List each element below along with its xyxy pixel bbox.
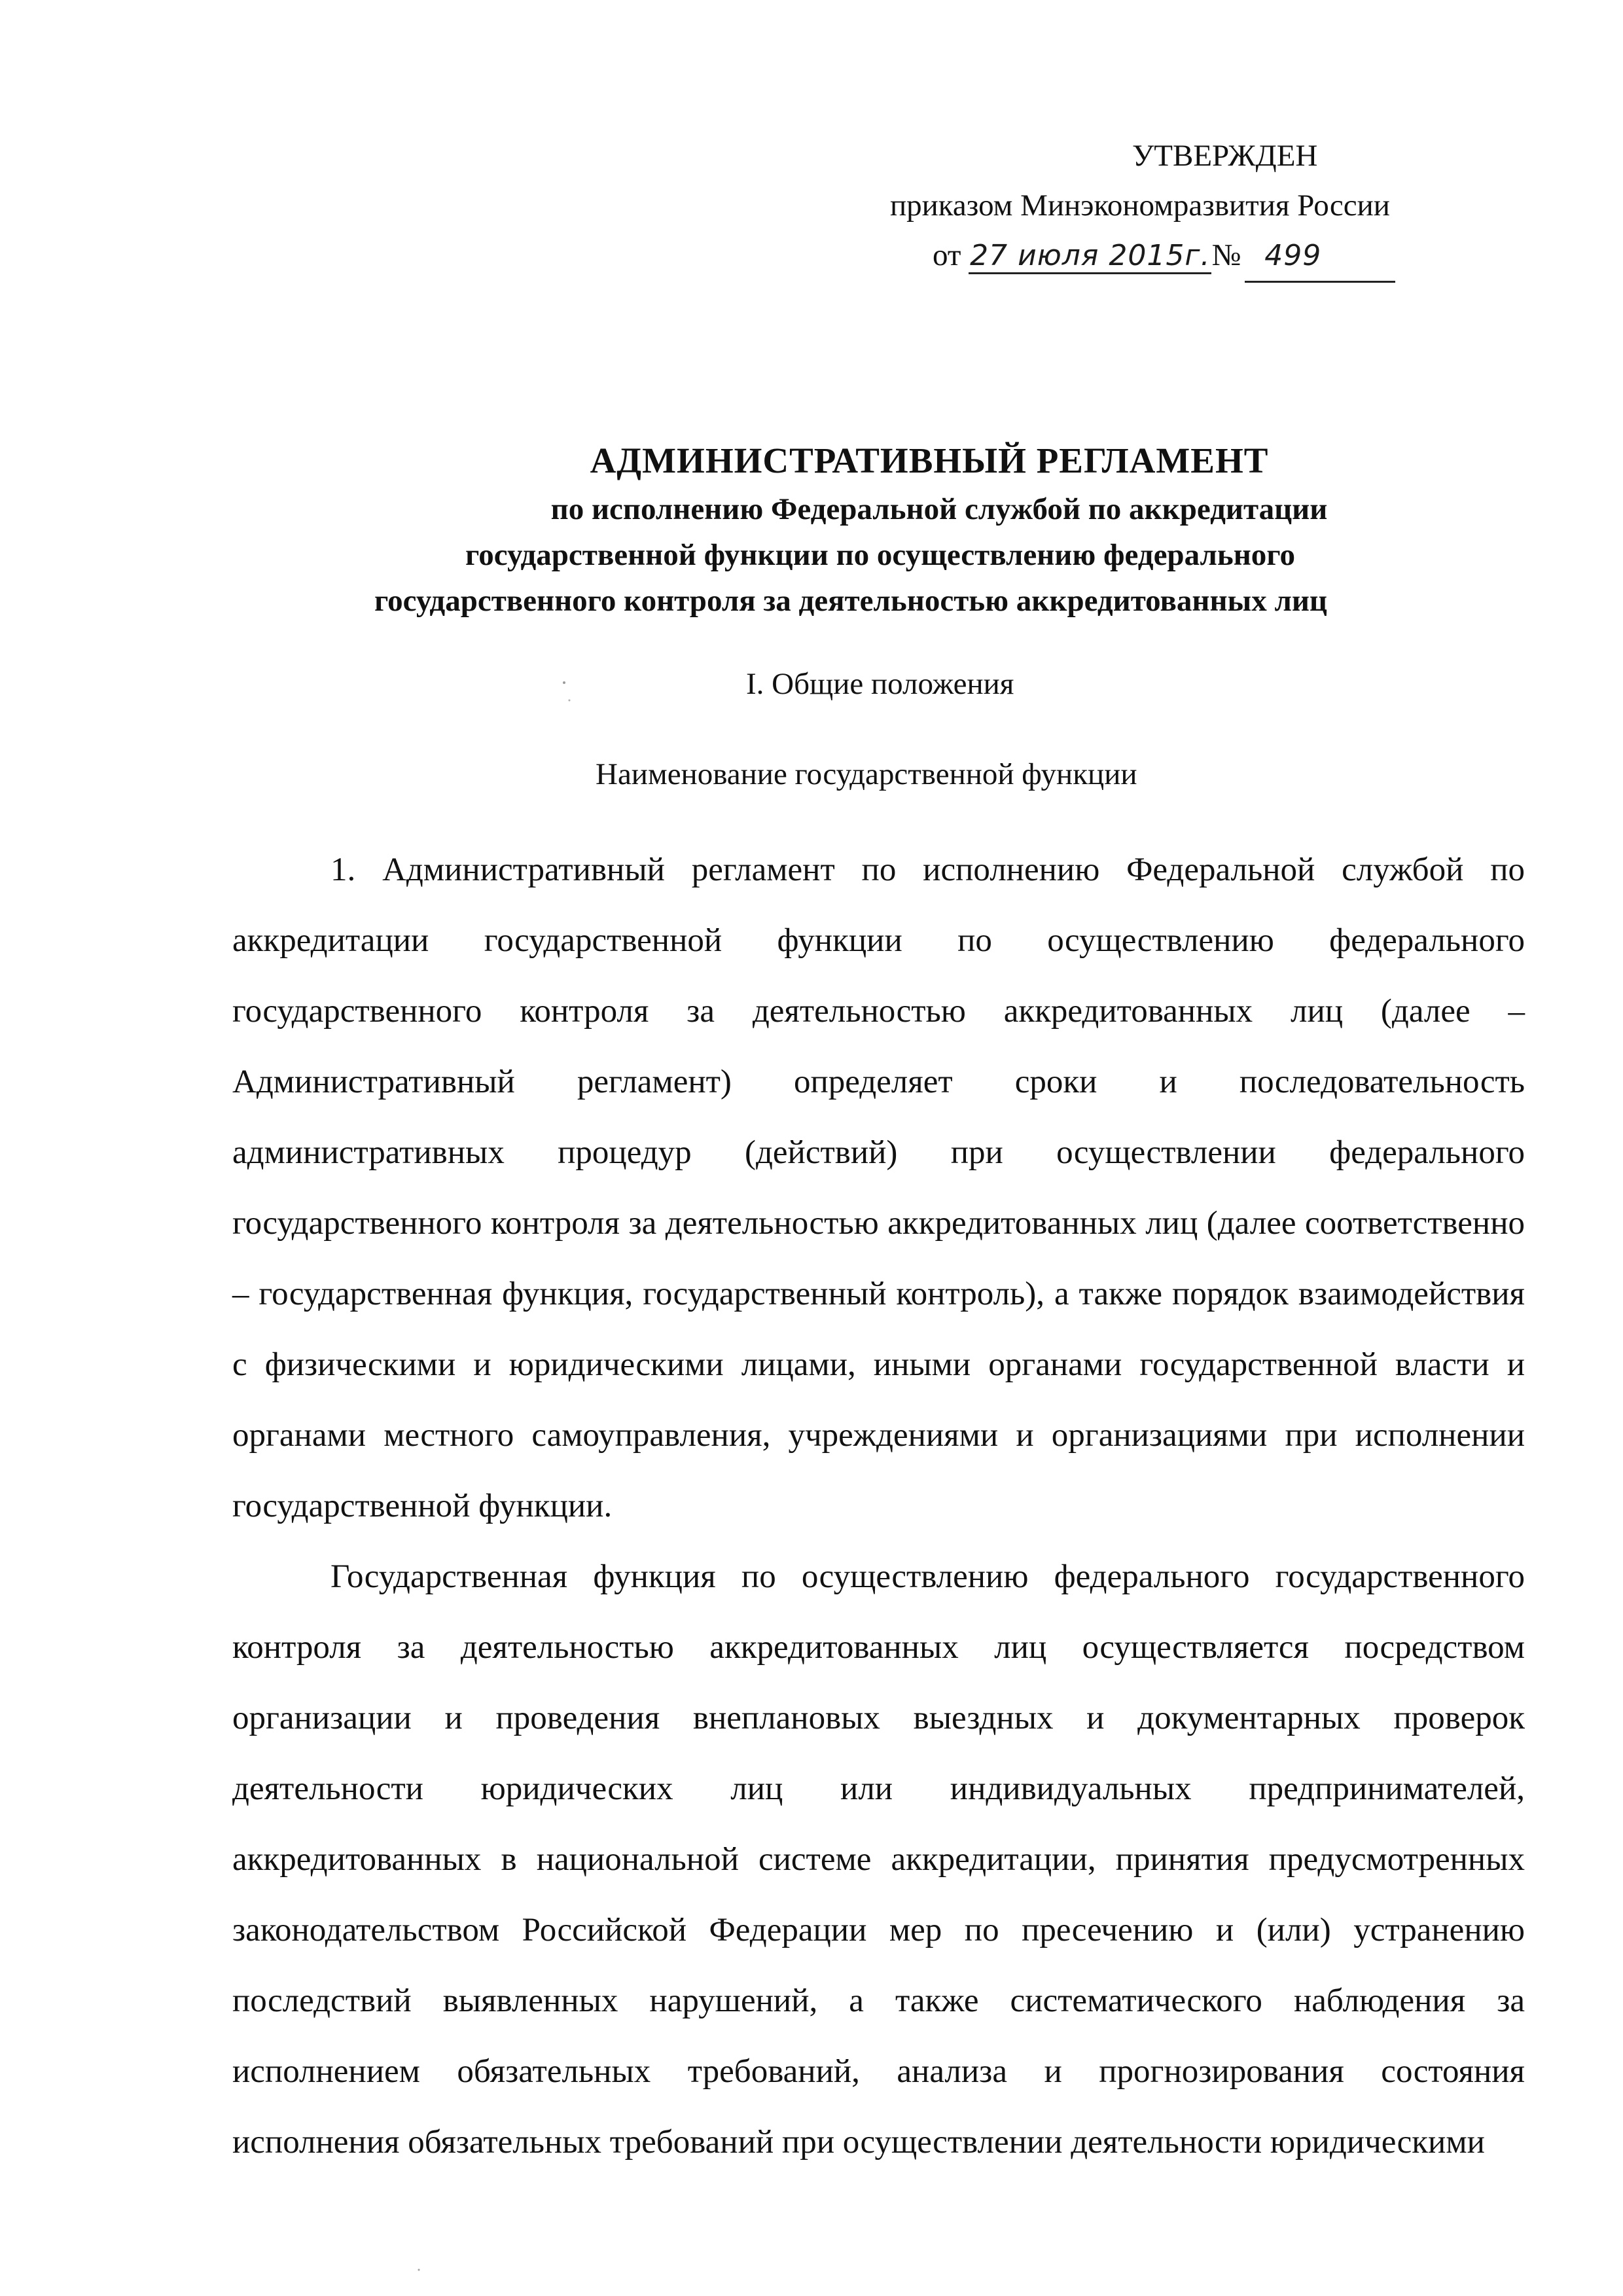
subsection-heading: Наименование государственной функции (596, 757, 1137, 791)
approval-title: УТВЕРЖДЕН (1132, 139, 1318, 173)
approval-order-line: приказом Минэкономразвития России (890, 188, 1390, 223)
paragraph-2: Государственная функция по осуществлению федерального государственного контроля за деятельностью аккредитованных лиц осуществляется посредством организации и проведения внеплановых выездных и документарных проверок деятельности юридических лиц или индивидуальных предпринимателей, аккредитованных в национальной системе аккредитации, принятия предусмотренных законодательством Российской Федерации мер по пресечению и (или) устранению последствий выявленных нарушений, а также систематического наблюдения за исполнением обязательных требований, анализа и прогнозирования состояния исполнения обязательных требований при осуществлении деятельности юридическими (232, 1558, 1525, 2161)
approval-number-sign: № (1211, 238, 1241, 272)
section-heading: I. Общие положения (746, 667, 1014, 701)
approval-date-line (870, 230, 1558, 283)
document-subtitle-line-1: по исполнению Федеральной службой по аккредитации (550, 492, 1328, 526)
document-body (232, 834, 1525, 2178)
scan-speck (569, 700, 571, 702)
approval-stamp-block (870, 131, 1558, 283)
approval-date-prefix: от (933, 238, 961, 272)
paragraph-1: 1. Административный регламент по исполнению Федеральной службой по аккредитации государственной функции по осуществлению федерального государственного контроля за деятельностью аккредитованных лиц (далее – Административный регламент) определяет сроки и последовательность административных процедур (действий) при осуществлении федерального государственного контроля за деятельностью аккредитованных лиц (далее соответственно – государственная функция, государственный контроль), а также порядок взаимодействия с физическими и юридическими лицами, иными органами государственной власти и органами местного самоуправления, учреждениями и организациями при исполнении государственной функции. (232, 852, 1525, 1524)
handwritten-date: 27 июля 2015г. (969, 239, 1211, 274)
document-subtitle-line-3: государственного контроля за деятельностью аккредитованных лиц (374, 584, 1328, 618)
document-title-block (229, 435, 1472, 624)
document-subtitle-line-2: государственной функции по осуществлению федерального (465, 538, 1295, 572)
handwritten-order-number: 499 (1245, 231, 1395, 283)
document-title: АДМИНИСТРАТИВНЫЙ РЕГЛАМЕНТ (590, 440, 1269, 480)
scan-speck (563, 681, 565, 684)
scan-speck (418, 2269, 420, 2271)
